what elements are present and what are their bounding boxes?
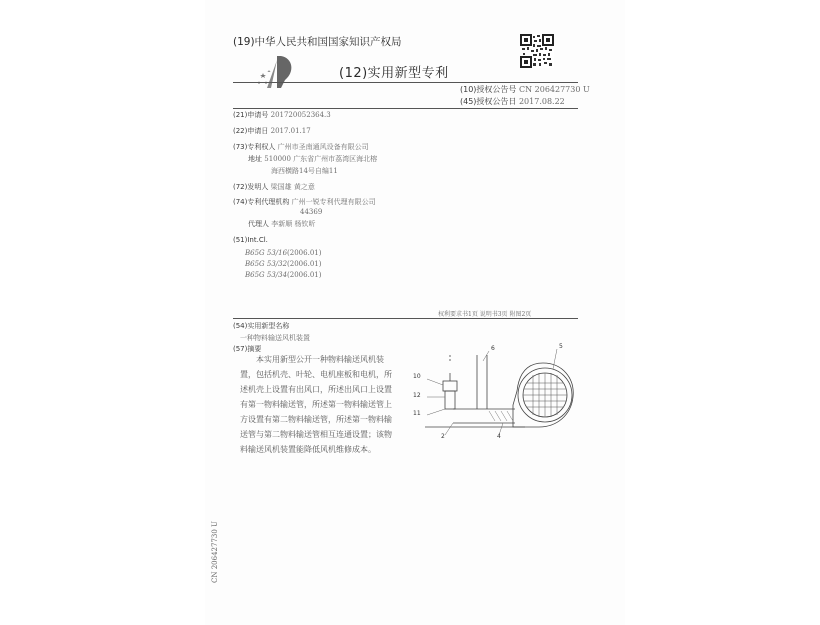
figure-label: 6: [491, 345, 495, 352]
abstract-label: (57)摘要: [233, 345, 262, 353]
figure-label: 11: [413, 410, 421, 417]
utility-model-name-label: (54)实用新型名称: [233, 322, 290, 330]
fan-device-drawing: [405, 343, 577, 443]
qr-code-icon: [520, 34, 554, 68]
publication-number: (10)授权公告号 CN 206427730 U: [460, 85, 590, 94]
ipc-code: B65G 53/34(2006.01): [245, 271, 322, 279]
utility-model-name: 一种物料输送风机装置: [240, 334, 310, 342]
figure-label: 12: [413, 392, 421, 399]
address-line-2: 海西横路14号自编11: [271, 167, 338, 175]
publication-date: (45)授权公告日 2017.08.22: [460, 97, 565, 106]
patentee: (73)专利权人 广州市圣南通风设备有限公司: [233, 143, 369, 151]
application-number: (21)申请号 201720052364.3: [233, 111, 331, 119]
ipc-code: B65G 53/32(2006.01): [245, 260, 322, 268]
address: 地址 510000 广东省广州市荔湾区海北榕: [248, 155, 378, 163]
side-publication-number: CN 206427730 U: [211, 521, 219, 583]
figure-label: 10: [413, 373, 421, 380]
ipc-label: (51)Int.Cl.: [233, 236, 268, 244]
figure-label: 4: [497, 433, 501, 440]
cnipa-logo-icon: [255, 54, 297, 90]
figure-label: 2: [441, 433, 445, 440]
agents: 代理人 李新顺 杨钦昕: [248, 220, 316, 228]
figure-label: 5: [559, 343, 563, 350]
abstract-text: 本实用新型公开一种物料输送风机装置，包括机壳、叶轮、电机座板和电机，所述机壳上设置有出风口，所述出风口上设置有第一物料输送管，所述第一物料输送管上方设置有第二物料输送管，所述第一物料输送管与第二物料输送管相互连通设置；该物料输送风机装置能降低风机维修成本。: [240, 355, 392, 454]
filing-date: (22)申请日 2017.01.17: [233, 127, 311, 135]
office-name: (19)中华人民共和国国家知识产权局: [233, 36, 402, 48]
agency-code: 44369: [300, 208, 323, 216]
ipc-code: B65G 53/16(2006.01): [245, 249, 322, 257]
patent-page: [205, 0, 625, 625]
page-count-note: 权利要求书1页 说明书3页 附图2页: [438, 311, 532, 318]
document-type: (12)实用新型专利: [339, 66, 449, 81]
inventors: (72)发明人 梁国雄 黄之意: [233, 183, 315, 191]
patent-agency: (74)专利代理机构 广州一锐专利代理有限公司: [233, 198, 376, 206]
